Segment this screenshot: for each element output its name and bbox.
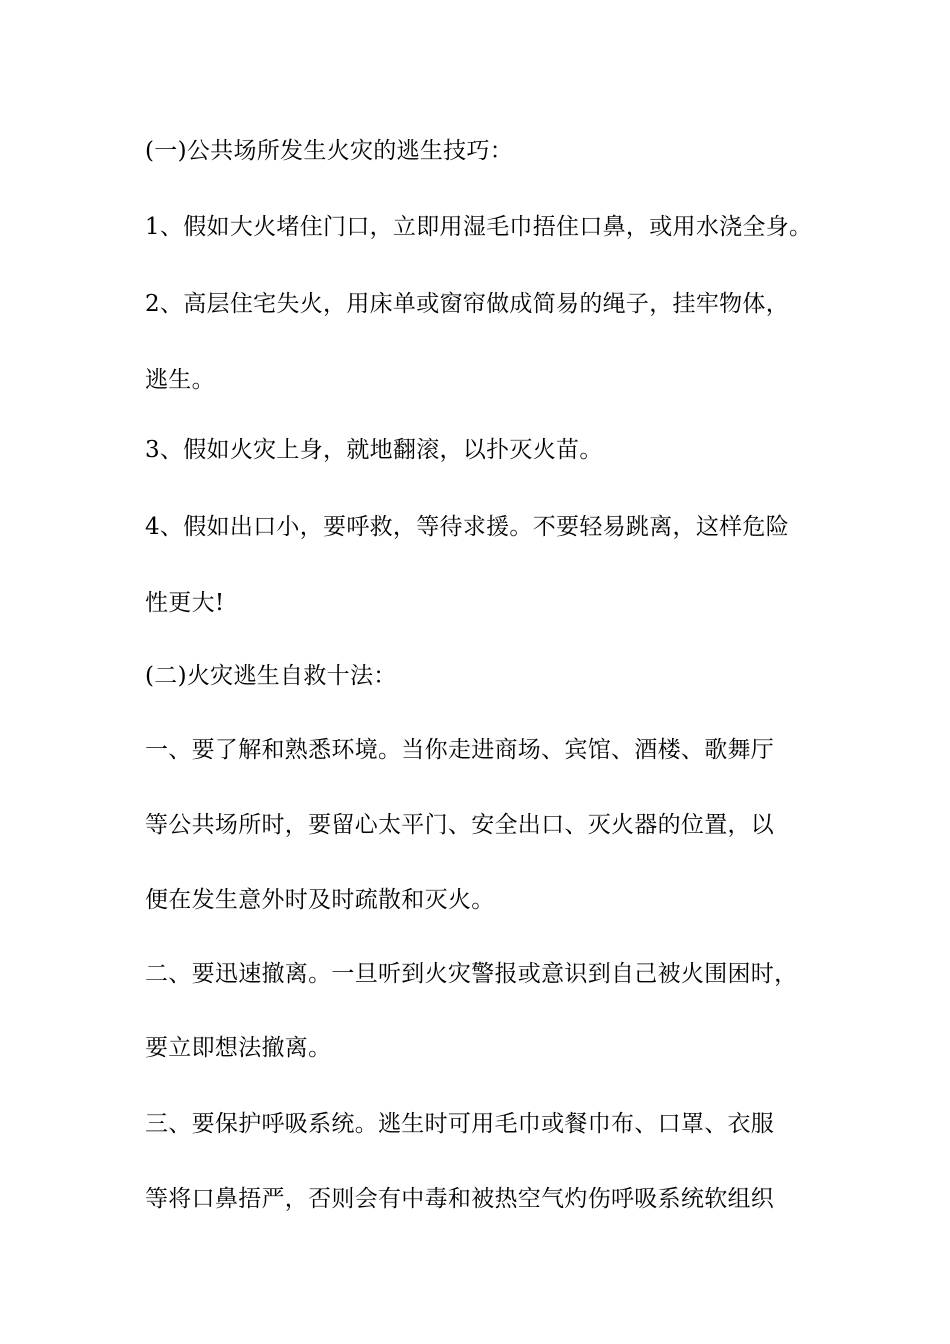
paragraph-line: 等将口鼻捂严，否则会有中毒和被热空气灼伤呼吸系统软组织 bbox=[145, 1186, 775, 1212]
paragraph-line: 三、要保护呼吸系统。逃生时可用毛巾或餐巾布、口罩、衣服 bbox=[145, 1111, 775, 1137]
paragraph-line: 逃生。 bbox=[145, 367, 215, 393]
paragraph-line: 一、要了解和熟悉环境。当你走进商场、宾馆、酒楼、歌舞厅 bbox=[145, 737, 775, 763]
paragraph-line: 4、假如出口小，要呼救，等待求援。不要轻易跳离，这样危险 bbox=[145, 514, 790, 540]
paragraph-line: 2、高层住宅失火，用床单或窗帘做成简易的绳子，挂牢物体， bbox=[145, 291, 790, 317]
paragraph-line: 1、假如大火堵住门口，立即用湿毛巾捂住口鼻，或用水浇全身。 bbox=[145, 214, 813, 240]
section-heading-2: (二)火灾逃生自救十法： bbox=[145, 663, 397, 689]
section-heading-1: (一)公共场所发生火灾的逃生技巧： bbox=[145, 138, 514, 164]
paragraph-line: 性更大! bbox=[145, 590, 225, 616]
paragraph-line: 二、要迅速撤离。一旦听到火灾警报或意识到自己被火围困时， bbox=[145, 961, 798, 987]
paragraph-line: 要立即想法撤离。 bbox=[145, 1035, 332, 1061]
paragraph-line: 等公共场所时，要留心太平门、安全出口、灭火器的位置，以 bbox=[145, 812, 775, 838]
paragraph-line: 便在发生意外时及时疏散和灭火。 bbox=[145, 887, 495, 913]
paragraph-line: 3、假如火灾上身，就地翻滚，以扑灭火苗。 bbox=[145, 437, 603, 463]
